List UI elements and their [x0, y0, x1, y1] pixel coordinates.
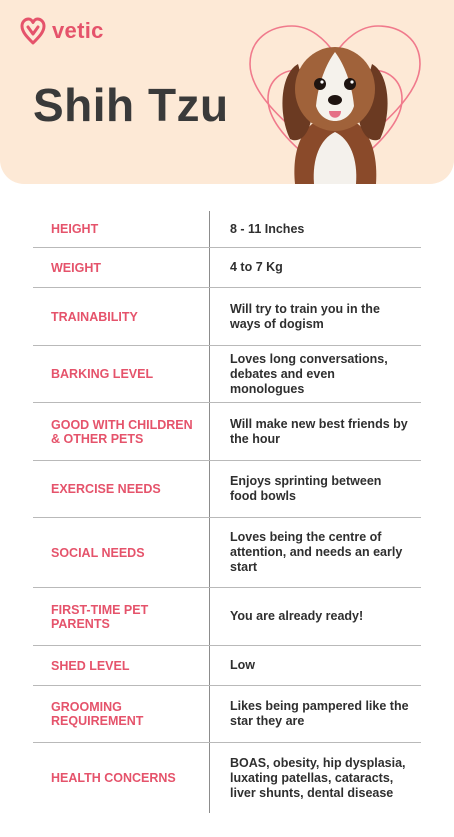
- trait-label: BARKING LEVEL: [51, 367, 154, 381]
- table-row: [33, 211, 421, 248]
- trait-value: Will make new best friends by the hour: [209, 403, 421, 460]
- table-row: [33, 403, 421, 461]
- trait-value: Enjoys sprinting between food bowls: [209, 461, 421, 517]
- table-row: [33, 461, 421, 518]
- trait-value: You are already ready!: [209, 588, 421, 645]
- trait-label: FIRST-TIME PET PARENTS: [51, 602, 149, 631]
- trait-value: Likes being pampered like the star they are: [209, 686, 421, 742]
- trait-label: WEIGHT: [51, 260, 101, 275]
- dog-nose: [328, 95, 342, 105]
- brand-name: vetic: [52, 18, 104, 43]
- hero-banner: [0, 0, 454, 184]
- trait-value: Low: [209, 646, 421, 685]
- trait-label: HEIGHT: [51, 222, 99, 236]
- trait-value: 4 to 7 Kg: [209, 248, 421, 287]
- table-row: [33, 686, 421, 743]
- table-row: [33, 288, 421, 346]
- table-row: [33, 588, 421, 646]
- trait-label: HEALTH CONCERNS: [51, 771, 176, 785]
- shih-tzu-dog-illustration: [240, 14, 430, 184]
- trait-label: GOOD WITH CHILDREN & OTHER PETS: [51, 417, 193, 446]
- table-row: [33, 518, 421, 588]
- table-row: [33, 248, 421, 288]
- trait-value: BOAS, obesity, hip dysplasia, luxating patellas, cataracts, liver shunts, dental disease: [209, 743, 421, 813]
- trait-label: EXERCISE NEEDS: [51, 482, 161, 496]
- table-row: [33, 743, 421, 813]
- trait-label: GROOMING REQUIREMENT: [51, 700, 144, 728]
- trait-value: 8 - 11 Inches: [209, 211, 421, 247]
- brand-logo[interactable]: [20, 16, 104, 46]
- dog-left-eye: [314, 78, 326, 90]
- table-row: [33, 346, 421, 403]
- trait-value: Loves being the centre of attention, and needs an early start: [209, 518, 421, 587]
- trait-label: TRAINABILITY: [51, 309, 138, 324]
- trait-label: SHED LEVEL: [51, 658, 130, 673]
- trait-value: Will try to train you in the ways of dogism: [209, 288, 421, 345]
- heart-logo-icon: [20, 16, 46, 46]
- table-row: [33, 646, 421, 686]
- trait-label: SOCIAL NEEDS: [51, 545, 145, 560]
- page-title: Shih Tzu: [33, 79, 229, 131]
- dog-right-eye: [344, 78, 356, 90]
- trait-value: Loves long conversations, debates and even monologues: [209, 346, 421, 402]
- breed-traits-table: [33, 211, 421, 813]
